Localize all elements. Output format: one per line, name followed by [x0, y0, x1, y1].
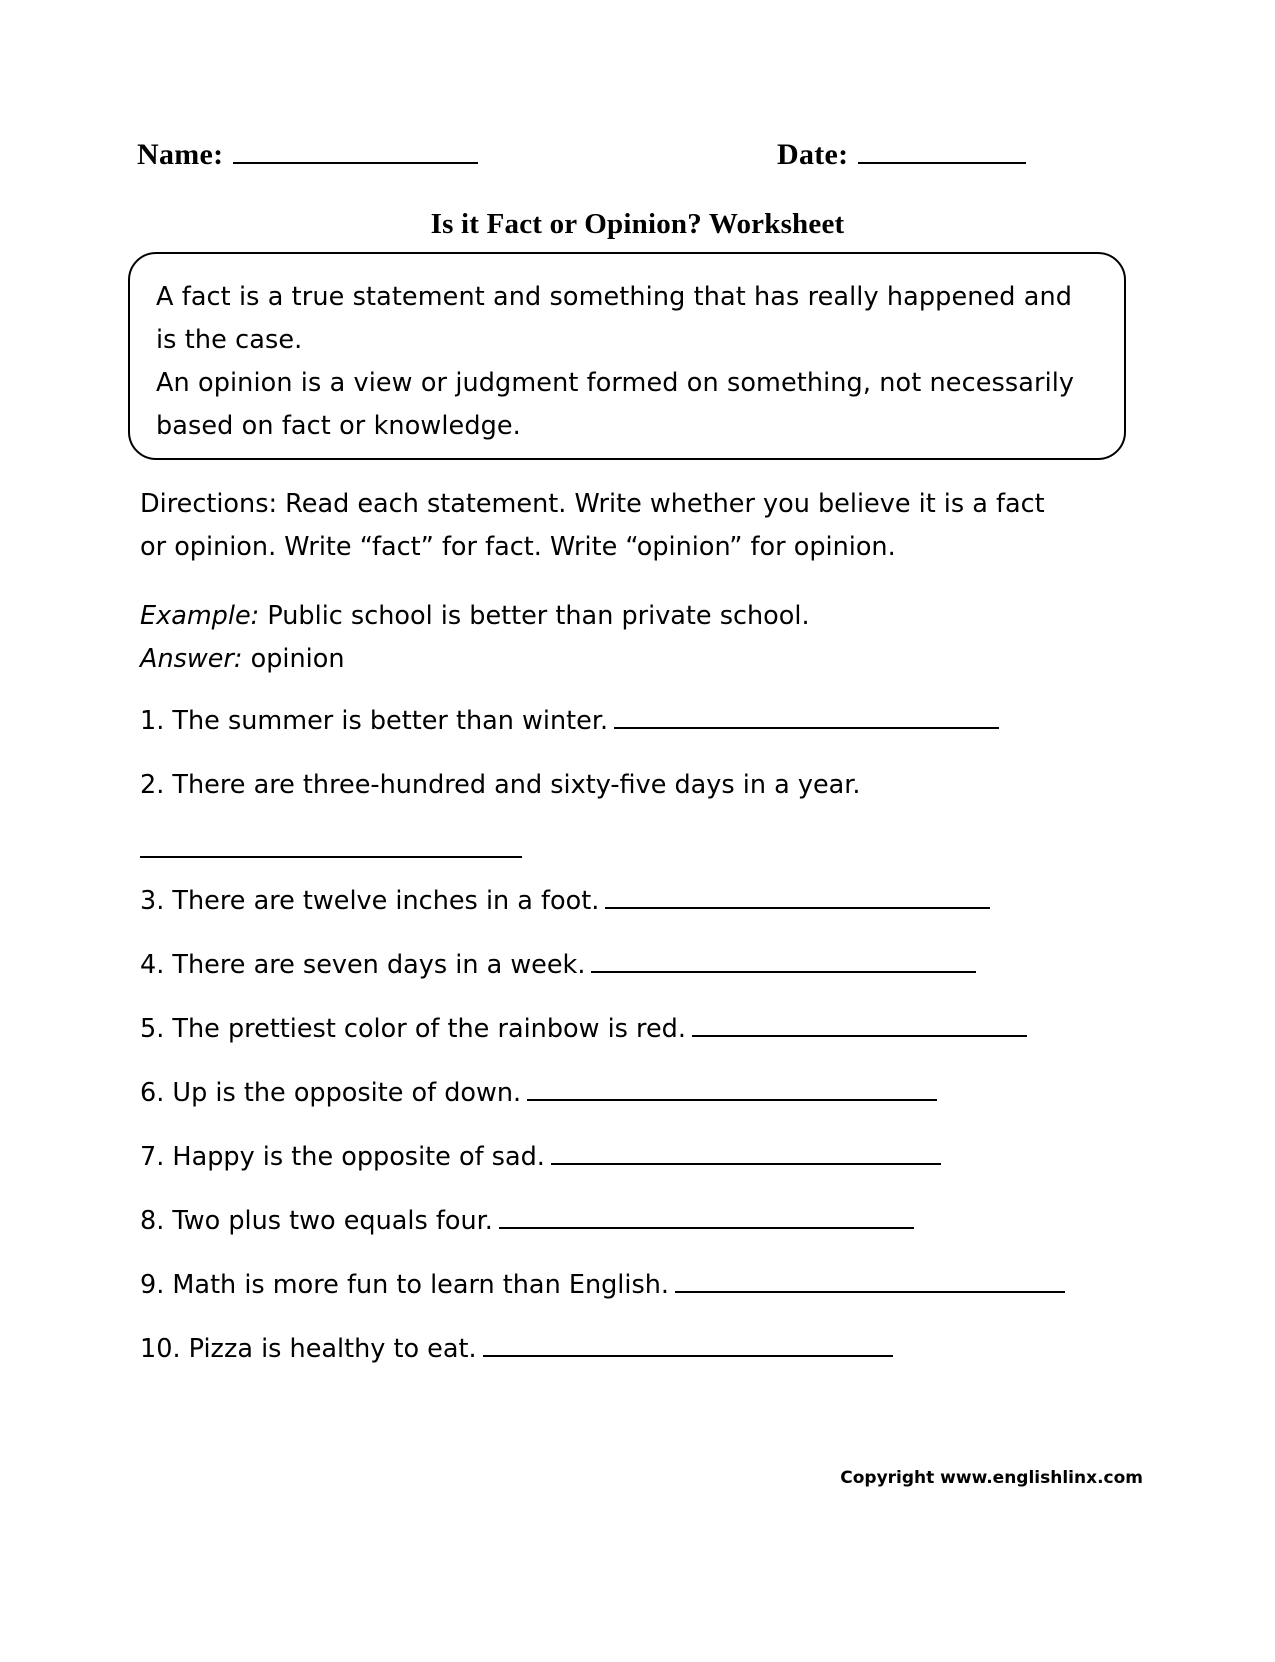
question-text: 1. The summer is better than winter. [140, 706, 609, 736]
example-text: Public school is better than private school. [267, 601, 810, 631]
question-text: 4. There are seven days in a week. [140, 950, 586, 980]
answer-line [140, 638, 345, 681]
question-answer-blank[interactable] [483, 1337, 893, 1357]
question-text: 6. Up is the opposite of down. [140, 1078, 522, 1108]
question-text: 5. The prettiest color of the rainbow is red. [140, 1014, 686, 1044]
example-label: Example: [140, 601, 260, 631]
question-text: 3. There are twelve inches in a foot. [140, 886, 600, 916]
copyright-notice: Copyright www.englishlinx.com [840, 1468, 1143, 1488]
question-text: 8. Two plus two equals four. [140, 1206, 493, 1236]
name-label: Name: [137, 138, 224, 171]
question-text: 10. Pizza is healthy to eat. [140, 1334, 477, 1364]
example-line [140, 595, 810, 638]
question-item [140, 880, 1100, 922]
question-item [140, 764, 1100, 858]
name-input-blank[interactable] [233, 140, 478, 164]
date-input-blank[interactable] [858, 140, 1026, 164]
name-field-group [137, 138, 478, 172]
answer-label: Answer: [140, 644, 243, 674]
fact-definition: A fact is a true statement and something that has really happened and is the case. [156, 282, 1073, 355]
question-item [140, 1008, 1100, 1050]
question-text: 7. Happy is the opposite of sad. [140, 1142, 545, 1172]
date-label: Date: [777, 138, 849, 171]
answer-text: opinion [250, 644, 345, 674]
question-answer-blank[interactable] [692, 1017, 1027, 1037]
question-item [140, 944, 1100, 986]
questions-list [140, 700, 1100, 1392]
header-row [137, 138, 1137, 184]
date-field-group [777, 138, 1026, 172]
question-answer-blank[interactable] [605, 889, 990, 909]
question-answer-blank[interactable] [675, 1273, 1065, 1293]
question-text: 2. There are three-hundred and sixty-five days in a year. [140, 770, 861, 800]
question-answer-blank[interactable] [499, 1209, 914, 1229]
question-item [140, 700, 1100, 742]
definition-box [128, 252, 1126, 460]
question-answer-blank[interactable] [591, 953, 976, 973]
question-item [140, 1072, 1100, 1114]
page-title: Is it Fact or Opinion? Worksheet [430, 208, 845, 240]
directions-text: Directions: Read each statement. Write whether you believe it is a fact or opinion. Write “fact” for fact. Write “opinion” for opinion. [140, 489, 1045, 562]
question-item [140, 1328, 1100, 1370]
question-text: 9. Math is more fun to learn than English. [140, 1270, 670, 1300]
question-answer-blank[interactable] [551, 1145, 941, 1165]
question-item [140, 1200, 1100, 1242]
question-answer-blank[interactable] [527, 1081, 937, 1101]
question-item [140, 1264, 1100, 1306]
question-answer-blank[interactable] [140, 836, 522, 858]
opinion-definition: An opinion is a view or judgment formed on something, not necessarily based on fact or knowledge. [156, 368, 1075, 441]
question-answer-blank[interactable] [614, 709, 999, 729]
question-item [140, 1136, 1100, 1178]
